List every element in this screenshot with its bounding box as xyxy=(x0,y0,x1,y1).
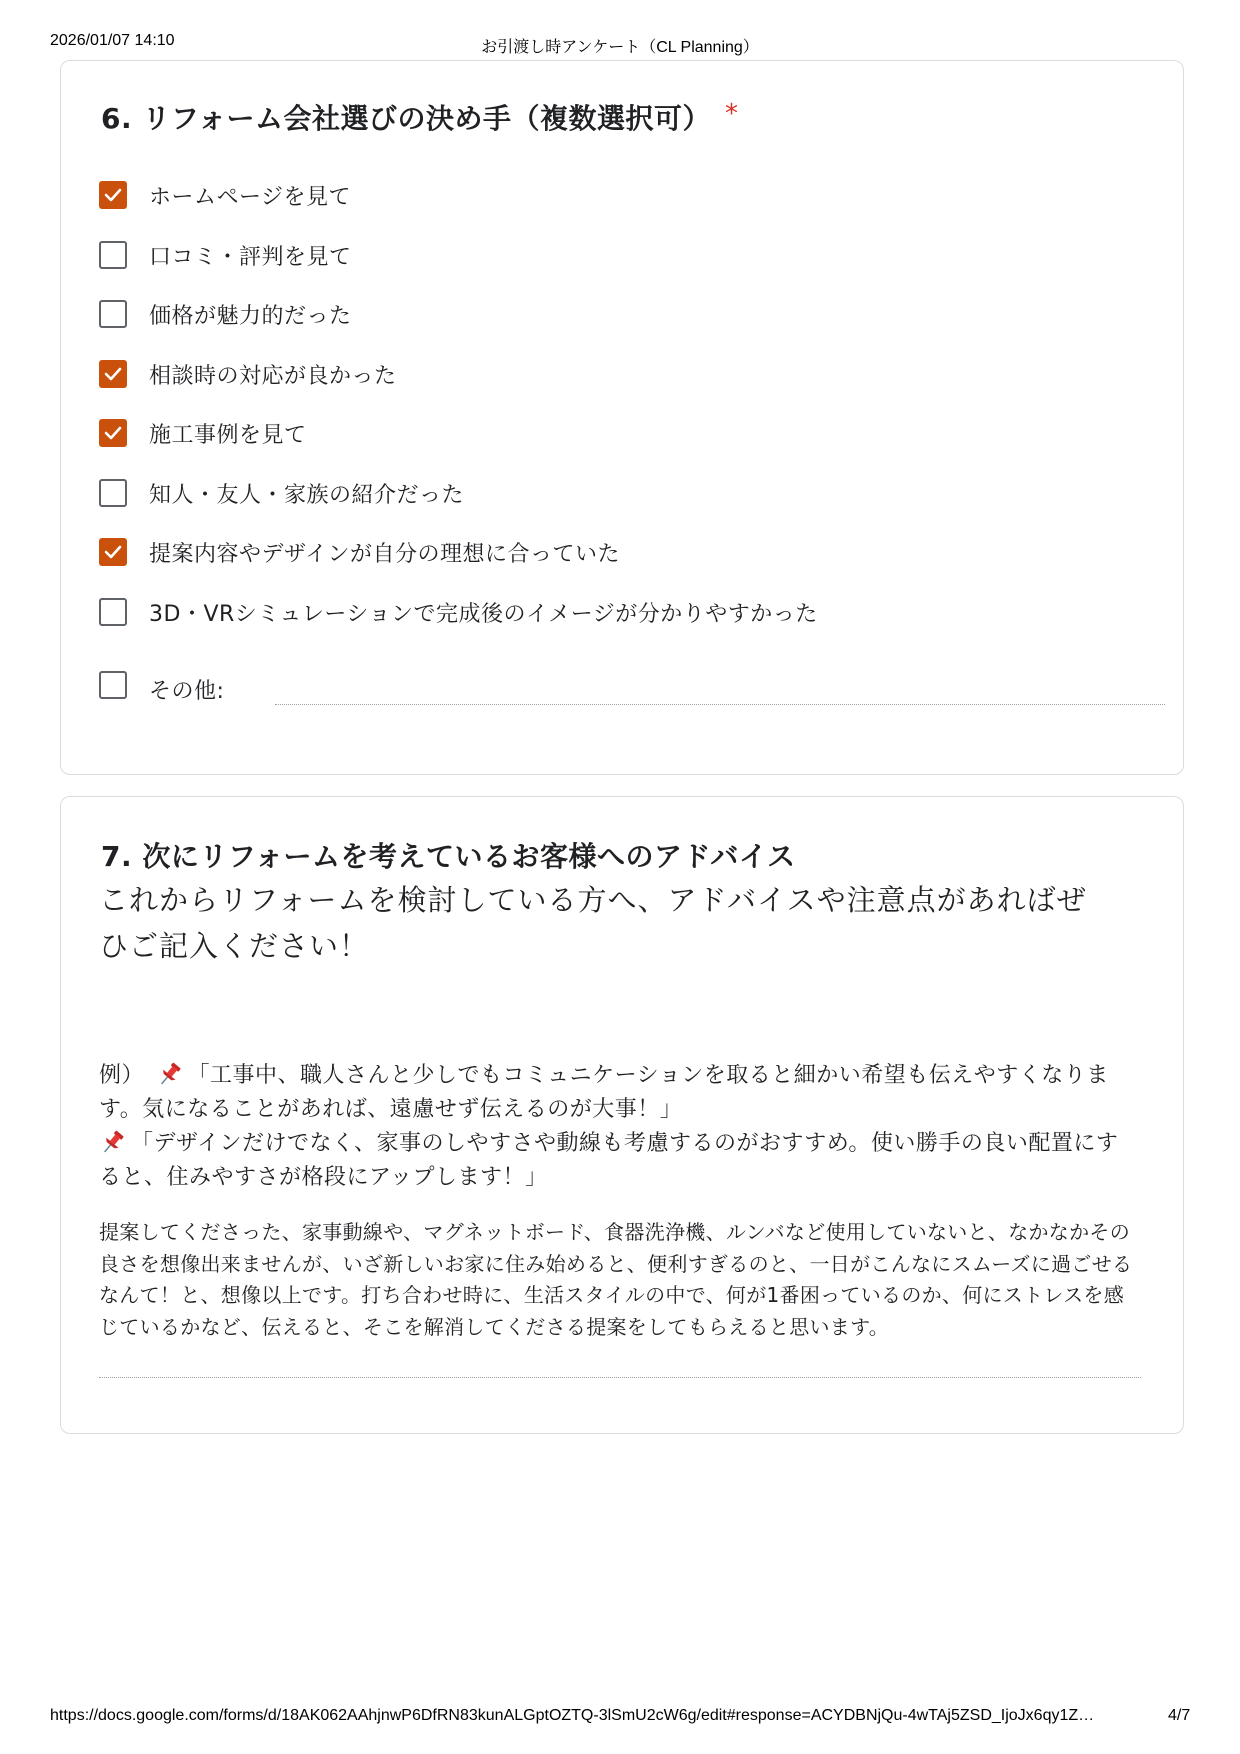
checkmark-icon xyxy=(103,364,123,384)
other-text-input[interactable] xyxy=(275,704,1165,705)
checkmark-icon xyxy=(103,423,123,443)
option-label: 相談時の対応が良かった xyxy=(149,363,397,389)
checkbox[interactable] xyxy=(99,241,127,269)
option-label: 知人・友人・家族の紹介だった xyxy=(149,482,465,508)
print-url: https://docs.google.com/forms/d/18AK062AAhjnwP6DfRN83kunALGptOZTQ-3lSmU2cW6g/edit#response=ACYDBNjQu-4wTAj5ZSD_IjoJx6qy1Z… xyxy=(50,1707,1095,1724)
checkbox-checked[interactable] xyxy=(99,181,127,209)
answer-textarea[interactable]: 提案してくださった、家事動線や、マグネットボード、食器洗浄機、ルンバなど使用していないと、なかなかその良さを想像出来ませんが、いざ新しいお家に住み始めると、便利すぎるのと、一日がこんなにスムーズに過ごせるなんて！と、想像以上です。打ち合わせ時に、生活スタイルの中で、何が1番困っているのか、何にストレスを感じているかなど、伝えると、そこを解消してくださる提案をしてもらえると思います。 xyxy=(99,1220,1133,1339)
print-footer xyxy=(0,1707,1240,1729)
option-label: 3D・VRシミュレーションで完成後のイメージが分かりやすかった xyxy=(149,601,818,627)
pushpin-icon xyxy=(99,1128,127,1156)
checkbox[interactable] xyxy=(99,671,127,699)
checkbox-option[interactable] xyxy=(99,297,1099,333)
option-label: ホームページを見て xyxy=(149,185,352,210)
print-page-title: お引渡し時アンケート（CL Planning） xyxy=(481,39,759,56)
required-asterisk: * xyxy=(724,99,739,129)
print-datetime: 2026/01/07 14:10 xyxy=(50,32,175,49)
checkmark-icon xyxy=(103,185,123,205)
option-label: 口コミ・評判を見て xyxy=(149,244,352,270)
checkbox-option[interactable] xyxy=(99,535,1099,571)
question-card-7 xyxy=(60,796,1184,1434)
answer-underline xyxy=(99,1377,1141,1378)
example-text xyxy=(99,1059,1139,1195)
checkbox-checked[interactable] xyxy=(99,419,127,447)
print-header xyxy=(0,32,1240,54)
option-label: 施工事例を見て xyxy=(149,423,307,448)
question-description: これからリフォームを検討している方へ、アドバイスや注意点があればぜひご記入ください！ xyxy=(99,883,1087,963)
checkbox-option[interactable] xyxy=(99,238,1099,274)
question-title-text: 6. リフォーム会社選びの決め手（複数選択可） xyxy=(101,102,711,135)
example-2-text: 「デザインだけでなく、家事のしやすさや動線も考慮するのがおすすめ。使い勝手の良い配置にすると、住みやすさが格段にアップします！」 xyxy=(99,1131,1119,1190)
checkbox-option[interactable] xyxy=(99,178,1099,214)
option-label: 価格が魅力的だった xyxy=(149,304,352,329)
example-1-text: 「工事中、職人さんと少しでもコミュニケーションを取ると細かい希望も伝えやすくなります。気になることがあれば、遠慮せず伝えるのが大事！」 xyxy=(99,1063,1109,1122)
checkbox-checked[interactable] xyxy=(99,360,127,388)
checkbox[interactable] xyxy=(99,598,127,626)
checkbox-option[interactable] xyxy=(99,357,1099,393)
checkbox-option[interactable] xyxy=(99,476,1099,512)
print-page-number: 4/7 xyxy=(1168,1707,1191,1724)
checkmark-icon xyxy=(103,542,123,562)
option-label: 提案内容やデザインが自分の理想に合っていた xyxy=(149,542,620,567)
question-title xyxy=(101,97,738,137)
checkbox-option[interactable] xyxy=(99,416,1099,452)
checkbox[interactable] xyxy=(99,479,127,507)
option-label-other: その他: xyxy=(149,679,225,704)
checkbox-option-other[interactable] xyxy=(99,668,1099,704)
question-card-6 xyxy=(60,60,1184,775)
checkbox[interactable] xyxy=(99,300,127,328)
example-prefix: 例） xyxy=(99,1063,145,1088)
checkbox-checked[interactable] xyxy=(99,538,127,566)
checkbox-option[interactable] xyxy=(99,595,1099,631)
question-title: 7. 次にリフォームを考えているお客様へのアドバイス xyxy=(101,840,796,873)
pushpin-icon xyxy=(156,1060,184,1088)
